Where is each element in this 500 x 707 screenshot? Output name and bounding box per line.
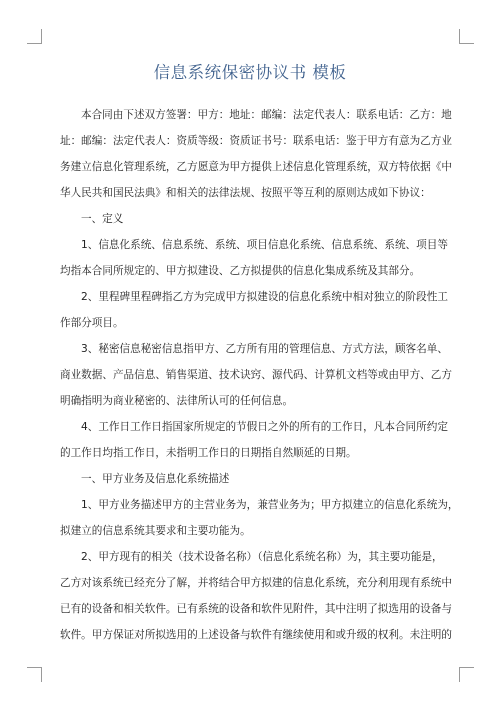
crop-mark-bottom-left bbox=[27, 667, 42, 682]
document-line: 华人民共和国民法典》和相关的法律法规、按照平等互利的原则达成如下协议： bbox=[60, 187, 431, 199]
document-line: 拟建立的信息系统其要求和主要功能为。 bbox=[60, 525, 251, 537]
document-line: 软件。甲方保证对所拟选用的上述设备与软件有继续使用和或升级的权利。未注明的 bbox=[60, 629, 452, 641]
document-line: 2、甲方现有的相关（技术设备名称）（信息化系统名称）为，其主要功能是， bbox=[81, 551, 443, 563]
document-title: 信息系统保密协议书 模板 bbox=[153, 63, 347, 82]
document-line: 已有的设备和相关软件。已有系统的设备和软件见附件，其中注明了拟选用的设备与 bbox=[60, 603, 452, 615]
document-line: 一、甲方业务及信息化系统描述 bbox=[81, 473, 230, 485]
document-line: 3、秘密信息秘密信息指甲方、乙方所有用的管理信息、方式方法，顾客名单、 bbox=[81, 343, 448, 355]
document-line: 2、里程碑里程碑指乙方为完成甲方拟建设的信息化系统中相对独立的阶段性工 bbox=[81, 291, 448, 303]
document-line: 址：邮编：法定代表人：资质等级：资质证书号：联系电话：鉴于甲方有意为乙方业 bbox=[60, 135, 452, 147]
document-line: 的工作日均指工作日，未指明工作日的日期指自然顺延的日期。 bbox=[60, 447, 357, 459]
document-body bbox=[60, 102, 459, 648]
document-line: 作部分项目。 bbox=[60, 317, 124, 329]
document-line: 一、定义 bbox=[81, 213, 124, 225]
document-line: 商业数据、产品信息、销售渠道、技术诀窍、源代码、计算机文档等或由甲方、乙方 bbox=[60, 369, 452, 381]
crop-mark-top-left bbox=[27, 29, 42, 44]
document-line: 1、甲方业务描述甲方的主营业务为，兼营业务为；甲方拟建立的信息化系统为， bbox=[81, 499, 459, 511]
document-line: 均指本合同所规定的、甲方拟建设、乙方拟提供的信息化集成系统及其部分。 bbox=[60, 265, 421, 277]
document-line: 务建立信息化管理系统，乙方愿意为甲方提供上述信息化管理系统，双方特依据《中 bbox=[60, 161, 452, 173]
document-line: 1、信息化系统、信息系统、系统、项目信息化系统、信息系统、系统、项目等 bbox=[81, 239, 448, 251]
document-line: 本合同由下述双方签署：甲方：地址：邮编：法定代表人：联系电话：乙方：地 bbox=[81, 109, 452, 121]
crop-mark-bottom-right bbox=[459, 667, 474, 682]
document-line: 乙方对该系统已经充分了解，并将结合甲方拟建的信息化系统，充分利用现有系统中 bbox=[60, 577, 452, 589]
document-line: 明确指明为商业秘密的、法律所认可的任何信息。 bbox=[60, 395, 294, 407]
document-line: 4、工作日工作日指国家所规定的节假日之外的所有的工作日，凡本合同所约定 bbox=[81, 421, 448, 433]
crop-mark-top-right bbox=[459, 29, 474, 44]
